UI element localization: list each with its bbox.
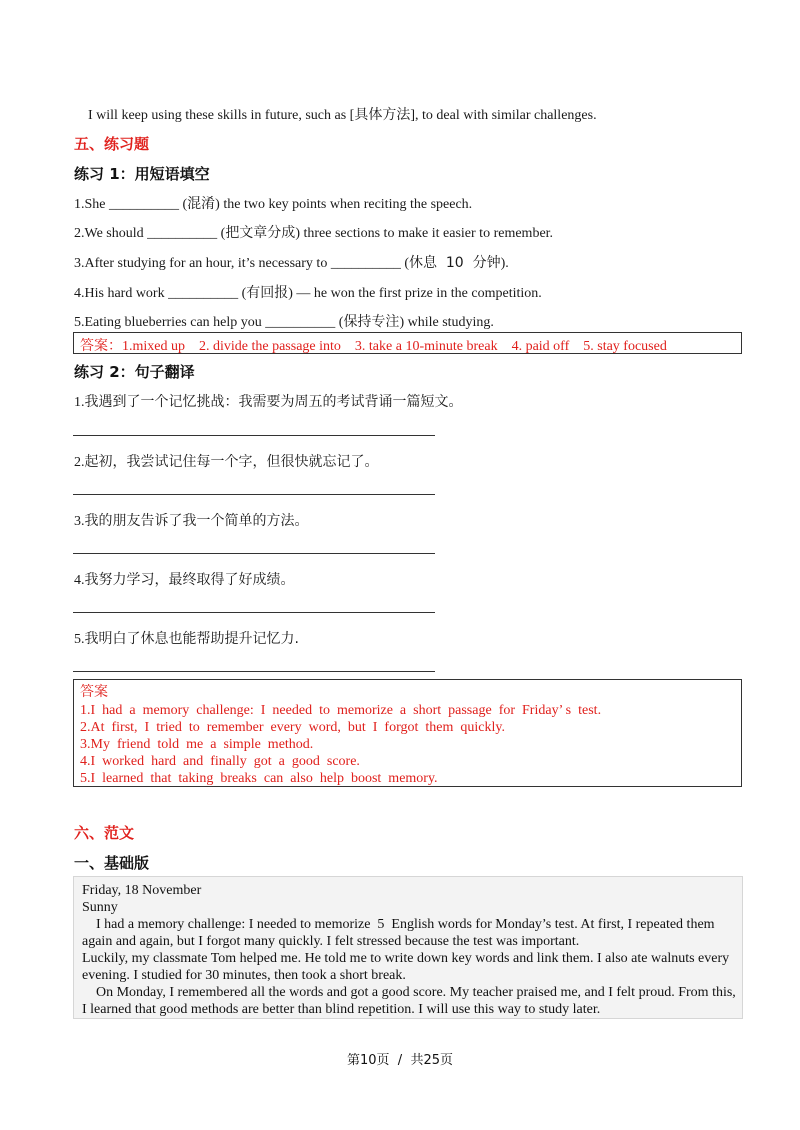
answer-sentence: 2.At first, I tried to remember every word, but I forgot them quickly. [80,720,505,735]
answer-line [73,494,435,495]
section-heading-sample-essay: 六、范文 [74,824,135,842]
chinese-hint: 有回报 [246,285,289,301]
exercise-1-title: 练习 1：用短语填空 [74,165,210,183]
exercise-1-item: 1.She __________ (混淆) the two key points when reciting the speech. [74,196,473,212]
answer-line [73,553,435,554]
answer-sentence: 5.I learned that taking breaks can also help boost memory. [80,771,438,786]
exercise-1-item: 3.After studying for an hour, it’s necessary to __________ (休息 10 分钟). [74,255,509,271]
answer-line [73,435,435,436]
chinese-hint: 保持专注 [343,314,400,330]
sample-essay-box [73,876,743,1019]
answer-line [73,671,435,672]
sample-essay [82,882,738,1018]
exercise-1-answer-box [73,332,742,354]
chinese-hint: 休息 10 分钟 [409,255,501,271]
essay-paragraph: I had a memory challenge: I needed to memorize 5 English words for Monday’s test. At first, I repeated them again and again, but I forgot many quickly. I felt stressed because the test was important. [82,917,719,949]
answer-text: 1.mixed up 2. divide the passage into 3. take a 10-minute break 4. paid off 5. stay focused [122,339,667,354]
answer-sentence: 3.My friend told me a simple method. [80,737,314,752]
exercise-2-item: 1.我遇到了一个记忆挑战：我需要为周五的考试背诵一篇短文。 [74,394,463,410]
exercise-2-item: 5.我明白了休息也能帮助提升记忆力. [74,631,299,647]
essay-weather: Sunny [82,900,118,915]
intro-method-hint: 具体方法 [354,107,411,123]
exercise-2-item: 2.起初，我尝试记住每一个字，但很快就忘记了。 [74,454,379,470]
essay-paragraph: On Monday, I remembered all the words and got a good score. My teacher praised me, and I felt proud. From this, I learned that good methods are better than blind repetition. I will use this way to study later. [82,985,740,1017]
intro-line [88,104,597,124]
basic-version-title: 一、基础版 [74,854,150,872]
chinese-hint: 混淆 [187,196,216,212]
answer-sentence: 4.I worked hard and finally got a good score. [80,754,360,769]
exercise-2-item: 4.我努力学习，最终取得了好成绩。 [74,572,295,588]
intro-text-before: I will keep using these skills in future, such as [ [88,108,355,123]
answer-sentence: 1.I had a memory challenge: I needed to memorize a short passage for Friday’ s test. [80,703,602,718]
exercise-1-item: 4.His hard work __________ (有回报) — he won the first prize in the competition. [74,285,542,301]
essay-date: Friday, 18 November [82,883,202,898]
exercise-2-answer-box [73,679,742,787]
page-number: 第10页 / 共25页 [347,1053,453,1068]
exercise-1-item: 5.Eating blueberries can help you __________ (保持专注) while studying. [74,314,494,330]
exercise-2-title: 练习 2：句子翻译 [74,363,195,381]
chinese-hint: 把文章分成 [225,225,296,241]
exercise-1-item: 2.We should __________ (把文章分成) three sections to make it easier to remember. [74,225,554,241]
essay-paragraph: Luckily, my classmate Tom helped me. He told me to write down key words and link them. I also ate walnuts every evening. I studied for 30 minutes, then took a short break. [82,951,733,983]
exercise-1-answer-line [80,335,667,355]
answer-label: 答案： [80,338,122,354]
intro-text-after: ], to deal with similar challenges. [410,108,597,123]
section-heading-exercises: 五、练习题 [74,135,150,153]
answer-label: 答案 [80,684,108,700]
exercise-2-item: 3.我的朋友告诉了我一个简单的方法。 [74,513,309,529]
answer-line [73,612,435,613]
